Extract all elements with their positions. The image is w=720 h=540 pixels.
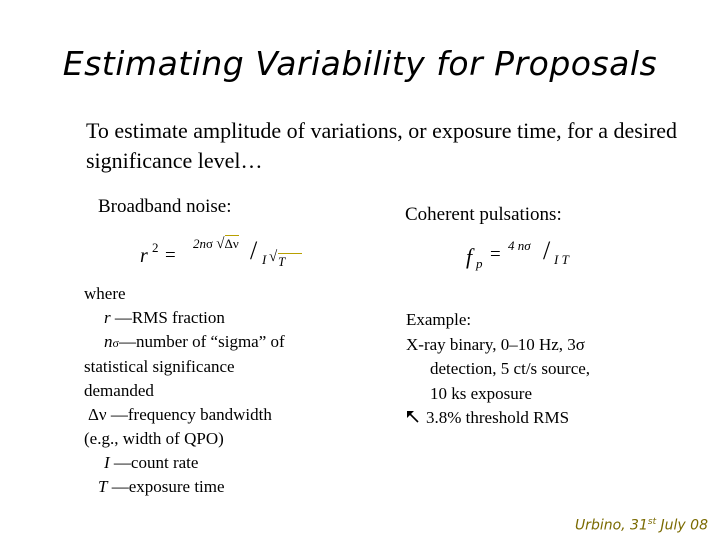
- example-result-text: 3.8% threshold RMS: [426, 408, 570, 427]
- eq-numerator: [193, 236, 239, 253]
- where-line-i: I —count rate: [104, 453, 199, 472]
- coherent-equation: [466, 236, 606, 274]
- eq-sqrt: √: [216, 236, 225, 252]
- where-line-qpo: (e.g., width of QPO): [84, 429, 224, 448]
- ne-arrow-icon: [406, 406, 426, 431]
- where-block: [84, 282, 344, 499]
- coherent-label: Coherent pulsations:: [405, 204, 562, 225]
- where-line-bandwidth: Δν —frequency bandwidth: [88, 405, 272, 424]
- slide-title: Estimating Variability for Proposals: [62, 44, 658, 83]
- eq-slash: /: [250, 236, 258, 265]
- example-result: [406, 406, 706, 431]
- eq-f-numerator: 4 nσ: [508, 238, 531, 253]
- example-line-1: X-ray binary, 0–10 Hz, 3σ: [406, 334, 585, 354]
- eq-r: r: [140, 245, 148, 267]
- eq-f-slash: /: [543, 236, 551, 265]
- eq-sigma: σ: [206, 236, 214, 251]
- broadband-label: Broadband noise:: [98, 196, 232, 217]
- eq-f-sub: p: [476, 256, 483, 271]
- example-line-2: detection, 5 ct/s source,: [430, 359, 591, 378]
- eq-delta-nu: Δν: [224, 236, 239, 251]
- where-line-r: r —RMS fraction: [104, 308, 225, 327]
- slide-footer: Urbino, 31st July 08: [574, 517, 708, 534]
- eq-2n: 2n: [193, 236, 206, 251]
- eq-f-denominator: I T: [554, 252, 569, 267]
- where-line-n: nσ—number of “sigma” of: [104, 332, 285, 351]
- example-line-3: 10 ks exposure: [430, 383, 532, 403]
- where-line-demanded: demanded: [84, 381, 154, 400]
- intro-text: To estimate amplitude of variations, or exposure time, for a desired significance level…: [86, 118, 678, 173]
- eq-f-equals: =: [490, 244, 501, 265]
- eq-den-sqrt: √: [269, 249, 278, 265]
- eq-f: f: [466, 244, 473, 269]
- eq-r-exponent: 2: [152, 240, 159, 255]
- where-heading: where: [84, 284, 126, 303]
- broadband-equation: [140, 236, 320, 274]
- example-block: [406, 308, 706, 431]
- where-line-statistical: statistical significance: [84, 357, 235, 376]
- where-line-t: T —exposure time: [98, 477, 225, 496]
- example-heading: Example:: [406, 310, 472, 329]
- eq-den-t: T: [278, 253, 302, 270]
- eq-den-i: I: [262, 252, 267, 267]
- eq-equals: =: [165, 245, 176, 266]
